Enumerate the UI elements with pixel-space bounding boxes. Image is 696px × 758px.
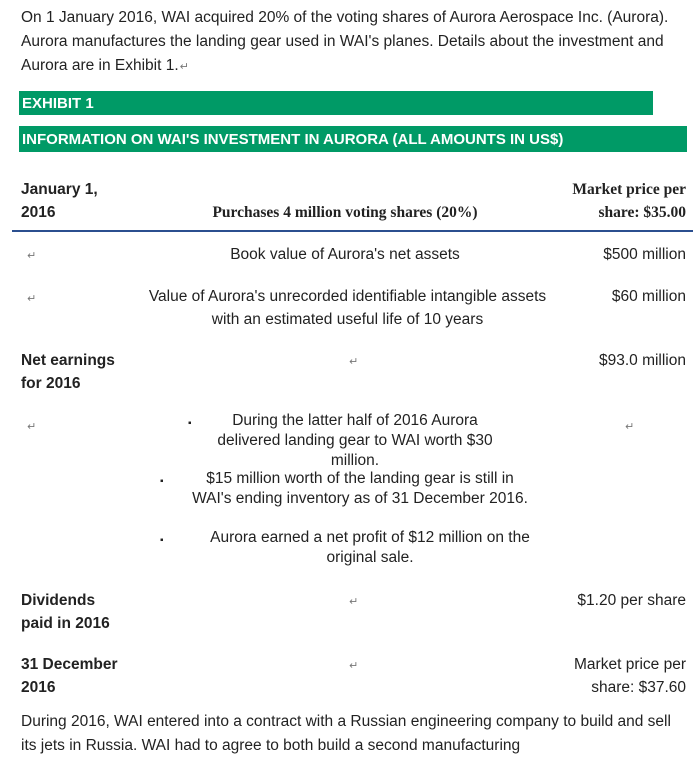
intro-paragraph: [21, 6, 689, 79]
bullet-item-1: During the latter half of 2016 Aurora delivered landing gear to WAI worth $30 million.: [217, 412, 493, 469]
empty-cell-mark: ↵: [27, 293, 37, 305]
jan-value: Market price per share: $35.00: [572, 181, 686, 221]
book-value-description: Book value of Aurora's net assets: [230, 246, 460, 263]
closing-paragraph: During 2016, WAI entered into a contract with a Russian engineering company to build and sell its jets in Russia. WAI had to agree to both build a second manufacturing: [21, 713, 671, 754]
bullet-marker: ▪: [160, 535, 164, 546]
empty-cell-mark: ↵: [27, 421, 37, 433]
intangible-description: Value of Aurora's unrecorded identifiable intangible assets with an estimated useful life of 10 years: [148, 288, 547, 328]
exhibit-title-bar: [19, 126, 687, 152]
net-earnings-value: $93.0 million: [598, 352, 686, 369]
empty-cell-mark: ↵: [625, 421, 635, 433]
empty-cell-mark: ↵: [27, 250, 37, 262]
empty-cell-mark: ↵: [349, 356, 359, 368]
exhibit-label: EXHIBIT 1: [22, 95, 94, 112]
intangible-value: $60 million: [611, 288, 686, 305]
bullet-item-2: $15 million worth of the landing gear is still in WAI's ending inventory as of 31 December 2016.: [192, 470, 528, 507]
book-value-value: $500 million: [603, 246, 686, 263]
intro-text: On 1 January 2016, WAI acquired 20% of the voting shares of Aurora Aerospace Inc. (Aurora). Aurora manufactures the landing gear used in WAI's planes. Details about the investment and Aurora are in Exhibit 1.: [21, 9, 669, 74]
jan-description: Purchases 4 million voting shares (20%): [212, 204, 478, 221]
exhibit-label-bar: [19, 91, 653, 115]
bullet-marker: ▪: [188, 418, 192, 429]
jan-label: January 1, 2016: [21, 181, 98, 221]
empty-cell-mark: ↵: [349, 596, 359, 608]
dec-value: Market price per share: $37.60: [574, 656, 686, 696]
net-earnings-label: Net earnings for 2016: [21, 352, 115, 392]
exhibit-title: INFORMATION ON WAI'S INVESTMENT IN AURORA (ALL AMOUNTS IN US$): [22, 131, 564, 148]
bullet-item-3: Aurora earned a net profit of $12 million on the original sale.: [210, 529, 530, 566]
dec-label: 31 December 2016: [21, 656, 118, 696]
bullet-marker: ▪: [160, 476, 164, 487]
dividends-value: $1.20 per share: [577, 592, 686, 609]
empty-cell-mark: ↵: [349, 660, 359, 672]
dividends-label: Dividends paid in 2016: [21, 592, 110, 632]
paragraph-mark: ↵: [179, 61, 189, 73]
header-rule: [12, 230, 693, 232]
